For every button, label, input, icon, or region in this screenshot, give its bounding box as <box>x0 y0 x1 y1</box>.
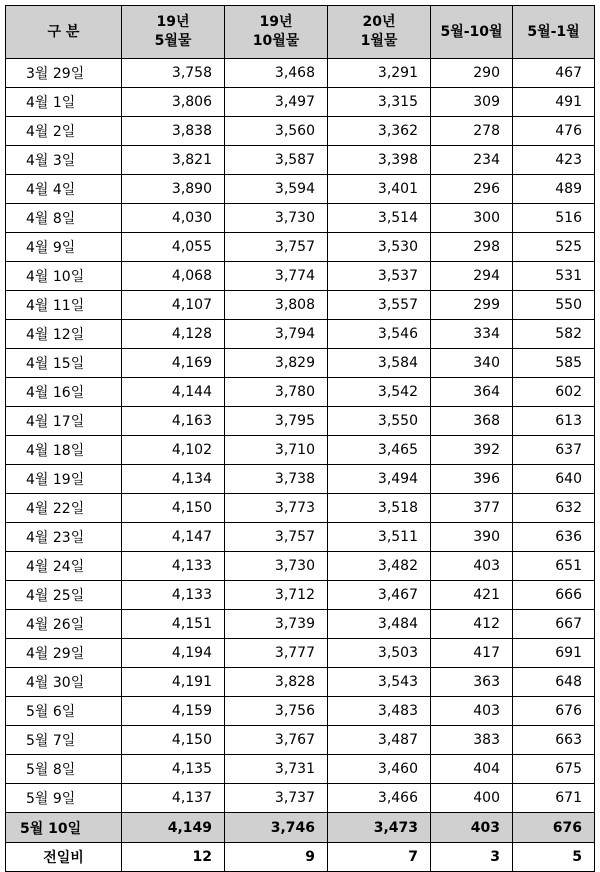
row-spread-may-oct: 403 <box>431 697 513 726</box>
row-jan: 3,467 <box>328 581 431 610</box>
row-may: 3,890 <box>122 175 225 204</box>
table-row <box>6 320 595 349</box>
row-spread-may-oct: 309 <box>431 88 513 117</box>
row-may: 4,169 <box>122 349 225 378</box>
row-jan: 3,550 <box>328 407 431 436</box>
row-date: 4월 10일 <box>6 262 122 291</box>
table-row <box>6 262 595 291</box>
row-spread-may-jan: 640 <box>513 465 595 494</box>
header-oct-year: 19년 <box>259 14 293 30</box>
table-row <box>6 552 595 581</box>
header-may-month: 5월물 <box>154 33 192 49</box>
row-oct: 3,497 <box>225 88 328 117</box>
summary-date: 5월 10일 <box>6 813 122 843</box>
row-spread-may-jan: 651 <box>513 552 595 581</box>
row-oct: 3,794 <box>225 320 328 349</box>
table-row <box>6 378 595 407</box>
row-date: 4월 24일 <box>6 552 122 581</box>
row-jan: 3,543 <box>328 668 431 697</box>
row-oct: 3,738 <box>225 465 328 494</box>
row-jan: 3,494 <box>328 465 431 494</box>
row-spread-may-oct: 368 <box>431 407 513 436</box>
row-spread-may-oct: 417 <box>431 639 513 668</box>
row-oct: 3,468 <box>225 59 328 88</box>
table-row <box>6 523 595 552</box>
diff-label: 전일비 <box>6 843 122 872</box>
row-spread-may-oct: 383 <box>431 726 513 755</box>
table-row <box>6 117 595 146</box>
header-category: 구 분 <box>6 6 122 59</box>
header-may-year: 19년 <box>156 14 190 30</box>
table-row <box>6 59 595 88</box>
row-date: 4월 29일 <box>6 639 122 668</box>
row-spread-may-jan: 691 <box>513 639 595 668</box>
row-oct: 3,730 <box>225 552 328 581</box>
row-may: 4,055 <box>122 233 225 262</box>
row-may: 3,838 <box>122 117 225 146</box>
row-spread-may-jan: 525 <box>513 233 595 262</box>
row-may: 4,068 <box>122 262 225 291</box>
header-oct-month: 10월물 <box>252 33 300 49</box>
row-spread-may-jan: 423 <box>513 146 595 175</box>
row-date: 5월 6일 <box>6 697 122 726</box>
row-oct: 3,767 <box>225 726 328 755</box>
row-jan: 3,315 <box>328 88 431 117</box>
table-row <box>6 146 595 175</box>
row-spread-may-jan: 637 <box>513 436 595 465</box>
summary-row <box>6 813 595 843</box>
row-spread-may-oct: 400 <box>431 784 513 813</box>
row-date: 4월 9일 <box>6 233 122 262</box>
row-spread-may-oct: 421 <box>431 581 513 610</box>
row-oct: 3,712 <box>225 581 328 610</box>
table-row <box>6 88 595 117</box>
row-date: 5월 7일 <box>6 726 122 755</box>
row-oct: 3,594 <box>225 175 328 204</box>
row-spread-may-jan: 476 <box>513 117 595 146</box>
row-may: 4,030 <box>122 204 225 233</box>
row-spread-may-oct: 403 <box>431 552 513 581</box>
row-date: 4월 19일 <box>6 465 122 494</box>
row-may: 4,133 <box>122 552 225 581</box>
row-oct: 3,795 <box>225 407 328 436</box>
row-date: 4월 15일 <box>6 349 122 378</box>
row-oct: 3,777 <box>225 639 328 668</box>
row-spread-may-jan: 585 <box>513 349 595 378</box>
row-may: 4,151 <box>122 610 225 639</box>
row-date: 4월 23일 <box>6 523 122 552</box>
diff-spread-may-oct: 3 <box>431 843 513 872</box>
header-spread-may-jan: 5월-1월 <box>513 6 595 59</box>
row-may: 4,191 <box>122 668 225 697</box>
row-spread-may-oct: 298 <box>431 233 513 262</box>
row-spread-may-jan: 632 <box>513 494 595 523</box>
row-jan: 3,530 <box>328 233 431 262</box>
row-may: 4,134 <box>122 465 225 494</box>
diff-jan: 7 <box>328 843 431 872</box>
table-row <box>6 494 595 523</box>
row-may: 3,821 <box>122 146 225 175</box>
row-oct: 3,710 <box>225 436 328 465</box>
row-spread-may-oct: 299 <box>431 291 513 320</box>
row-oct: 3,829 <box>225 349 328 378</box>
row-date: 4월 3일 <box>6 146 122 175</box>
table-row <box>6 639 595 668</box>
table-row <box>6 784 595 813</box>
row-spread-may-jan: 602 <box>513 378 595 407</box>
row-spread-may-jan: 531 <box>513 262 595 291</box>
row-date: 4월 8일 <box>6 204 122 233</box>
row-date: 4월 30일 <box>6 668 122 697</box>
row-may: 4,135 <box>122 755 225 784</box>
row-jan: 3,483 <box>328 697 431 726</box>
table-row <box>6 726 595 755</box>
row-spread-may-jan: 516 <box>513 204 595 233</box>
table-row <box>6 204 595 233</box>
row-spread-may-jan: 550 <box>513 291 595 320</box>
row-oct: 3,756 <box>225 697 328 726</box>
row-date: 3월 29일 <box>6 59 122 88</box>
table-row <box>6 349 595 378</box>
table-row <box>6 233 595 262</box>
row-may: 4,150 <box>122 726 225 755</box>
row-date: 4월 25일 <box>6 581 122 610</box>
row-spread-may-oct: 404 <box>431 755 513 784</box>
row-spread-may-oct: 340 <box>431 349 513 378</box>
row-spread-may-oct: 300 <box>431 204 513 233</box>
table-row <box>6 175 595 204</box>
row-oct: 3,757 <box>225 233 328 262</box>
row-may: 4,150 <box>122 494 225 523</box>
row-date: 4월 26일 <box>6 610 122 639</box>
row-spread-may-oct: 234 <box>431 146 513 175</box>
row-oct: 3,773 <box>225 494 328 523</box>
row-jan: 3,398 <box>328 146 431 175</box>
row-jan: 3,460 <box>328 755 431 784</box>
row-jan: 3,518 <box>328 494 431 523</box>
row-oct: 3,808 <box>225 291 328 320</box>
row-date: 4월 17일 <box>6 407 122 436</box>
table-row <box>6 291 595 320</box>
row-jan: 3,487 <box>328 726 431 755</box>
row-spread-may-oct: 363 <box>431 668 513 697</box>
row-date: 4월 2일 <box>6 117 122 146</box>
row-may: 4,102 <box>122 436 225 465</box>
table-row <box>6 581 595 610</box>
row-date: 4월 22일 <box>6 494 122 523</box>
row-oct: 3,828 <box>225 668 328 697</box>
row-spread-may-jan: 491 <box>513 88 595 117</box>
diff-oct: 9 <box>225 843 328 872</box>
table-row <box>6 697 595 726</box>
row-date: 4월 16일 <box>6 378 122 407</box>
row-may: 4,144 <box>122 378 225 407</box>
row-oct: 3,780 <box>225 378 328 407</box>
row-jan: 3,503 <box>328 639 431 668</box>
row-jan: 3,537 <box>328 262 431 291</box>
row-spread-may-jan: 666 <box>513 581 595 610</box>
header-jan-year: 20년 <box>362 14 396 30</box>
row-jan: 3,511 <box>328 523 431 552</box>
header-jan-month: 1월물 <box>360 33 398 49</box>
row-spread-may-oct: 412 <box>431 610 513 639</box>
row-date: 4월 4일 <box>6 175 122 204</box>
row-date: 5월 8일 <box>6 755 122 784</box>
row-oct: 3,737 <box>225 784 328 813</box>
row-date: 4월 18일 <box>6 436 122 465</box>
header-spread-may-oct: 5월-10월 <box>431 6 513 59</box>
row-jan: 3,466 <box>328 784 431 813</box>
row-may: 4,128 <box>122 320 225 349</box>
table-body <box>6 59 595 872</box>
row-oct: 3,730 <box>225 204 328 233</box>
row-may: 4,163 <box>122 407 225 436</box>
diff-spread-may-jan: 5 <box>513 843 595 872</box>
header-row <box>6 6 595 59</box>
row-jan: 3,546 <box>328 320 431 349</box>
table-row <box>6 465 595 494</box>
summary-jan: 3,473 <box>328 813 431 843</box>
row-may: 4,137 <box>122 784 225 813</box>
row-spread-may-oct: 390 <box>431 523 513 552</box>
row-spread-may-oct: 278 <box>431 117 513 146</box>
row-spread-may-jan: 671 <box>513 784 595 813</box>
summary-oct: 3,746 <box>225 813 328 843</box>
diff-row <box>6 843 595 872</box>
table-header <box>6 6 595 59</box>
row-spread-may-jan: 675 <box>513 755 595 784</box>
row-spread-may-oct: 396 <box>431 465 513 494</box>
row-may: 4,133 <box>122 581 225 610</box>
diff-may: 12 <box>122 843 225 872</box>
row-jan: 3,514 <box>328 204 431 233</box>
header-oct-contract <box>225 6 328 59</box>
row-jan: 3,542 <box>328 378 431 407</box>
row-spread-may-oct: 290 <box>431 59 513 88</box>
row-date: 4월 1일 <box>6 88 122 117</box>
row-spread-may-oct: 392 <box>431 436 513 465</box>
row-spread-may-jan: 613 <box>513 407 595 436</box>
row-spread-may-jan: 667 <box>513 610 595 639</box>
row-jan: 3,557 <box>328 291 431 320</box>
row-spread-may-oct: 334 <box>431 320 513 349</box>
row-jan: 3,401 <box>328 175 431 204</box>
row-spread-may-jan: 582 <box>513 320 595 349</box>
row-date: 4월 11일 <box>6 291 122 320</box>
row-date: 5월 9일 <box>6 784 122 813</box>
summary-spread-may-oct: 403 <box>431 813 513 843</box>
row-spread-may-jan: 663 <box>513 726 595 755</box>
row-jan: 3,584 <box>328 349 431 378</box>
row-oct: 3,560 <box>225 117 328 146</box>
row-date: 4월 12일 <box>6 320 122 349</box>
row-jan: 3,484 <box>328 610 431 639</box>
row-spread-may-oct: 294 <box>431 262 513 291</box>
table-row <box>6 610 595 639</box>
row-spread-may-oct: 377 <box>431 494 513 523</box>
row-jan: 3,362 <box>328 117 431 146</box>
row-spread-may-jan: 636 <box>513 523 595 552</box>
row-oct: 3,739 <box>225 610 328 639</box>
summary-may: 4,149 <box>122 813 225 843</box>
row-spread-may-oct: 296 <box>431 175 513 204</box>
header-jan-contract <box>328 6 431 59</box>
row-jan: 3,482 <box>328 552 431 581</box>
row-oct: 3,757 <box>225 523 328 552</box>
row-spread-may-jan: 489 <box>513 175 595 204</box>
row-spread-may-oct: 364 <box>431 378 513 407</box>
table-row <box>6 755 595 784</box>
row-may: 3,806 <box>122 88 225 117</box>
table-row <box>6 668 595 697</box>
table-row <box>6 407 595 436</box>
table-row <box>6 436 595 465</box>
row-may: 4,147 <box>122 523 225 552</box>
row-jan: 3,291 <box>328 59 431 88</box>
header-may-contract <box>122 6 225 59</box>
price-table <box>5 5 595 872</box>
row-oct: 3,587 <box>225 146 328 175</box>
row-spread-may-jan: 467 <box>513 59 595 88</box>
row-spread-may-jan: 676 <box>513 697 595 726</box>
row-may: 3,758 <box>122 59 225 88</box>
summary-spread-may-jan: 676 <box>513 813 595 843</box>
row-jan: 3,465 <box>328 436 431 465</box>
row-may: 4,194 <box>122 639 225 668</box>
row-may: 4,107 <box>122 291 225 320</box>
row-spread-may-jan: 648 <box>513 668 595 697</box>
row-oct: 3,774 <box>225 262 328 291</box>
row-may: 4,159 <box>122 697 225 726</box>
row-oct: 3,731 <box>225 755 328 784</box>
